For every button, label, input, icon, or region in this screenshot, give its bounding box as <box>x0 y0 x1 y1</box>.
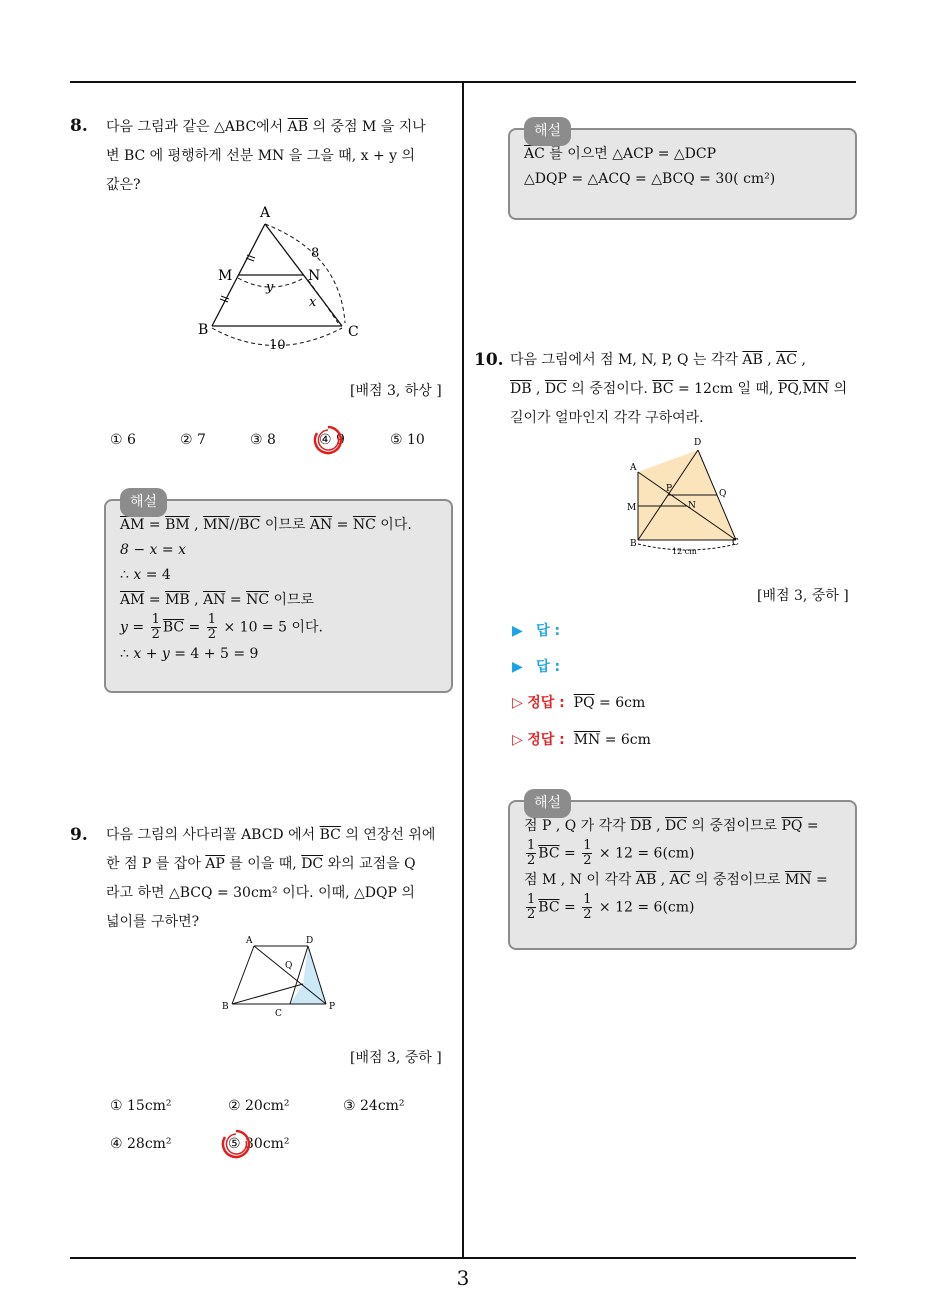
q9-choice-3[interactable]: ③ 24cm² <box>343 1098 405 1114</box>
q9-trapezoid-figure <box>218 932 348 1020</box>
q10-answer-row-1[interactable]: ▶ 답 : <box>512 623 561 639</box>
q10-correct-1: ▷ 정답 : $\overline{PQ} = 6cm$ <box>512 695 646 711</box>
q8-label-10: 10 <box>269 338 286 353</box>
q10-label-d: D <box>694 438 702 448</box>
q8-triangle-figure <box>190 198 380 358</box>
q10-answer-row-2[interactable]: ▶ 답 : <box>512 659 561 675</box>
q8-label-y: y <box>266 280 274 295</box>
q9-exp-line-1: $\overline{AC}$ 를 이으면 △ACP = △DCP <box>524 146 717 162</box>
q8-number: 8. <box>70 116 88 136</box>
q9-choice-5[interactable]: ⑤ 30cm² <box>228 1136 290 1152</box>
q10-exp-line-3: 점 M , N 이 각각 $\overline{AB}$ , $\overline{AC}$ 의 중점이므로 $\overline{MN}$ = <box>524 872 828 888</box>
q9-label-b: B <box>222 1002 229 1012</box>
q8-label-b: B <box>198 322 209 338</box>
q10-correct-2: ▷ 정답 : $\overline{MN} = 6cm$ <box>512 732 651 748</box>
q8-exp-line-6: ∴ x + y = 4 + 5 = 9 <box>120 646 259 662</box>
q8-explanation-box <box>104 494 453 693</box>
q10-label-p: P <box>666 484 673 494</box>
q10-explanation-box <box>508 795 857 950</box>
q9-text: 다음 그림의 사다리꼴 ABCD 에서 $\overline{BC}$ 의 연장선 위에 한 점 P 를 잡아 $\overline{AP}$ 를 이을 때, $\overline{DC}$ 와의 교점을 Q 라고 하면 △BCQ = 30cm² 이다. 이때, △DQP 의 넓이를 구하면? <box>106 827 436 930</box>
q10-number: 10. <box>474 350 504 370</box>
column-divider <box>462 82 464 1258</box>
q9-number: 9. <box>70 825 88 845</box>
answer-arrow-icon: ▶ <box>512 623 523 639</box>
q8-label-x: x <box>309 295 317 310</box>
q9-label-a: A <box>246 936 253 946</box>
q8-exp-line-3: ∴ x = 4 <box>120 567 171 583</box>
q8-exp-line-4: $\overline{AM} = \overline{MB}$ , $\overline{AN} = \overline{NC}$ 이므로 <box>120 592 315 608</box>
q10-exp-line-4: $\frac{1}{2}$ $\overline{BC}$ = $\frac{1}{2}$ × 12 = 6(cm) <box>527 892 695 922</box>
correct-arrow-icon: ▷ <box>512 732 523 748</box>
q8-exp-line-5: y = $\frac{1}{2}$ $\overline{BC}$ = $\frac{1}{2}$ × 10 = 5 이다. <box>120 612 323 642</box>
q9-exp-line-2: △DQP = △ACQ = △BCQ = 30( cm²) <box>524 171 776 187</box>
q8-label-c: C <box>348 324 359 340</box>
q10-label-m: M <box>627 503 637 513</box>
q8-score: [배점 3, 하상 ] <box>350 383 442 399</box>
q9-explanation-tag: 해설 <box>524 117 571 146</box>
q8-selected-circle <box>312 424 344 456</box>
q10-label-bc: 12 cm <box>672 547 697 556</box>
q9-explanation-box <box>508 123 857 220</box>
q9-label-p: P <box>329 1002 336 1012</box>
q8-choice-4[interactable]: ④ 9 <box>319 432 345 448</box>
q9-choice-1[interactable]: ① 15cm² <box>110 1098 172 1114</box>
q10-exp-line-2: $\frac{1}{2}$ $\overline{BC}$ = $\frac{1}{2}$ × 12 = 6(cm) <box>527 838 695 868</box>
q8-exp-line-2: 8 − x = x <box>120 542 186 558</box>
q10-label-b: B <box>630 539 637 549</box>
q10-exp-line-1: 점 P , Q 가 각각 $\overline{DB}$ , $\overline{DC}$ 의 중점이므로 $\overline{PQ}$ = <box>524 818 819 834</box>
q8-label-a: A <box>260 205 271 221</box>
q8-exp-line-1: $\overline{AM} = \overline{BM}$ , $\overline{MN}//\overline{BC}$ 이므로 $\overline{AN} = \overline{NC}$ 이다. <box>120 517 412 533</box>
q10-label-c: C <box>732 538 739 548</box>
correct-arrow-icon: ▷ <box>512 695 523 711</box>
q8-explanation-tag: 해설 <box>120 488 167 517</box>
q10-label-q: Q <box>719 489 727 499</box>
page-number: 3 <box>456 1266 470 1290</box>
q9-score: [배점 3, 중하 ] <box>350 1050 442 1066</box>
q8-choice-1[interactable]: ① 6 <box>110 432 136 448</box>
q9-selected-circle <box>220 1128 252 1160</box>
q8-label-n: N <box>308 268 321 284</box>
q9-label-d: D <box>306 936 314 946</box>
q10-score: [배점 3, 중하 ] <box>757 588 849 604</box>
q10-figure <box>624 434 748 558</box>
q9-choice-4[interactable]: ④ 28cm² <box>110 1136 172 1152</box>
answer-arrow-icon: ▶ <box>512 659 523 675</box>
q8-choice-3[interactable]: ③ 8 <box>250 432 276 448</box>
q10-explanation-tag: 해설 <box>524 789 571 818</box>
q8-choice-2[interactable]: ② 7 <box>180 432 206 448</box>
q10-label-a: A <box>630 463 637 473</box>
q9-choice-2[interactable]: ② 20cm² <box>228 1098 290 1114</box>
q8-text: 다음 그림과 같은 △ABC에서 $\overline{AB}$ 의 중점 M 을 지나 변 BC 에 평행하게 선분 MN 을 그을 때, x + y 의 값은? <box>106 119 426 193</box>
q8-label-m: M <box>218 268 233 284</box>
q9-label-c: C <box>275 1009 282 1019</box>
q9-label-q: Q <box>285 961 293 971</box>
q10-label-n: N <box>688 501 696 511</box>
q10-text: 다음 그림에서 점 M, N, P, Q 는 각각 $\overline{AB}$ , $\overline{AC}$ , $\overline{DB}$ , $\overline{DC}$ 의 중점이다. $\overline{BC} = 12cm$ 일 때, $\overline{PQ},\overline{MN}$ 의 길이가 얼마인지 각각 구하여라. <box>510 352 848 426</box>
q8-label-8: 8 <box>311 246 320 261</box>
q8-choice-5[interactable]: ⑤ 10 <box>390 432 425 448</box>
